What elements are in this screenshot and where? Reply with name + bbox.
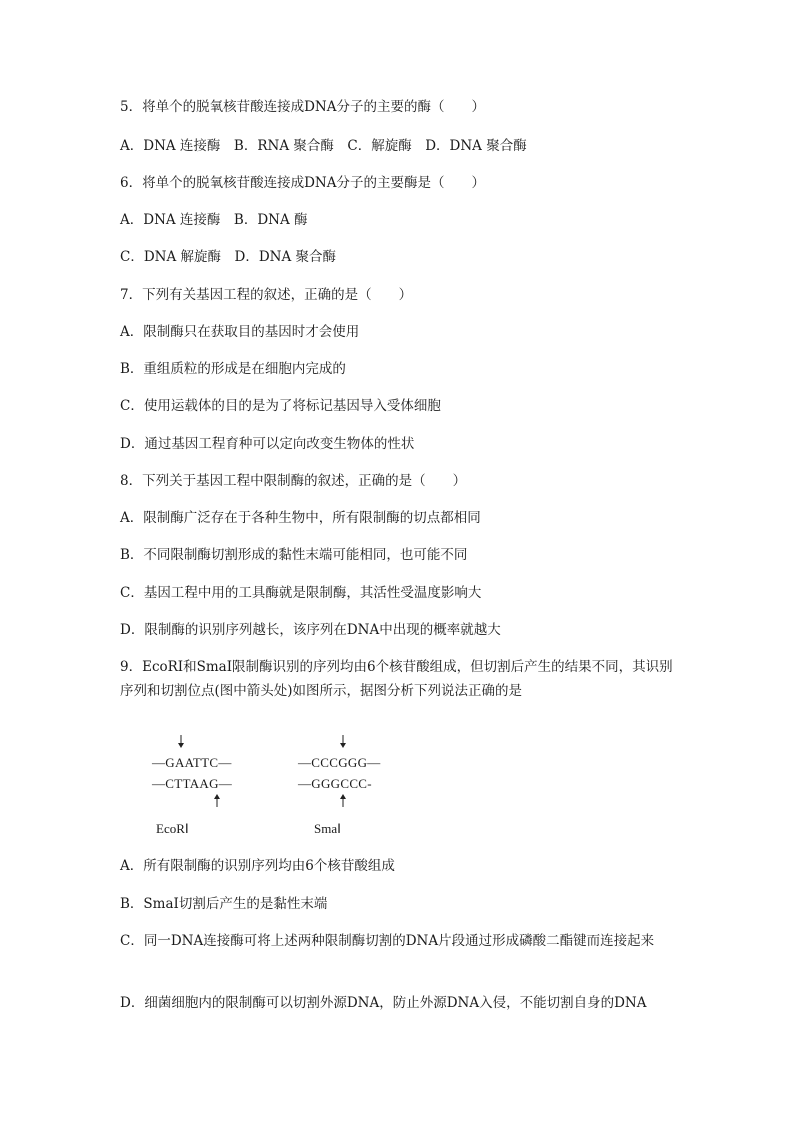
q5-stem: 5．将单个的脱氧核苷酸连接成DNA分子的主要的酶（ ） [120, 99, 485, 115]
ecori-label: EcoRⅠ [156, 821, 189, 836]
restriction-site-diagram [140, 733, 400, 843]
ecori-top-cut-arrow-icon [176, 735, 186, 749]
q9-stem: 9．EcoRⅠ和SmaⅠ限制酶识别的序列均由6个核苷酸组成，但切割后产生的结果不同，其识别序列和切割位点(图中箭头处)如图所示，据图分析下列说法正确的是 [120, 659, 673, 699]
q9-option-b: B．SmaⅠ切割后产生的是黏性末端 [120, 896, 328, 912]
q6-options-ab: A．DNA 连接酶 B．DNA 酶 [120, 212, 308, 228]
q8-stem: 8．下列关于基因工程中限制酶的叙述，正确的是（ ） [120, 473, 467, 489]
q9-option-a: A．所有限制酶的识别序列均由6个核苷酸组成 [120, 858, 395, 874]
q8-option-a: A．限制酶广泛存在于各种生物中，所有限制酶的切点都相同 [120, 510, 481, 526]
q7-stem: 7．下列有关基因工程的叙述，正确的是（ ） [120, 287, 413, 303]
q7-option-c: C．使用运载体的目的是为了将标记基因导入受体细胞 [120, 398, 441, 414]
smai-top-strand: —CCCGGG— [298, 755, 381, 770]
q8-option-c: C．基因工程中用的工具酶就是限制酶，其活性受温度影响大 [120, 585, 482, 601]
q7-option-d: D．通过基因工程育种可以定向改变生物体的性状 [120, 436, 415, 452]
q6-options-cd: C．DNA 解旋酶 D．DNA 聚合酶 [120, 249, 337, 265]
q8-option-d: D．限制酶的识别序列越长，该序列在DNA中出现的概率就越大 [120, 622, 501, 638]
q7-option-a: A．限制酶只在获取目的基因时才会使用 [120, 324, 360, 340]
ecori-top-strand: —GAATTC— [152, 755, 232, 770]
q5-options: A．DNA 连接酶 B．RNA 聚合酶 C．解旋酶 D．DNA 聚合酶 [120, 138, 527, 154]
ecori-bottom-cut-arrow-icon [212, 793, 222, 807]
q6-stem: 6．将单个的脱氧核苷酸连接成DNA分子的主要酶是（ ） [120, 175, 485, 191]
smai-bottom-cut-arrow-icon [338, 793, 348, 807]
ecori-bottom-strand: —CTTAAG— [152, 776, 233, 791]
smai-top-cut-arrow-icon [338, 735, 348, 749]
q8-option-b: B．不同限制酶切割形成的黏性末端可能相同，也可能不同 [120, 547, 468, 563]
q9-option-d: D．细菌细胞内的限制酶可以切割外源DNA，防止外源DNA入侵，不能切割自身的DNA [120, 995, 647, 1011]
smai-label: SmaⅠ [314, 821, 341, 836]
q7-option-b: B．重组质粒的形成是在细胞内完成的 [120, 361, 346, 377]
smai-bottom-strand: —GGGCCC- [298, 776, 372, 791]
q9-option-c: C．同一DNA连接酶可将上述两种限制酶切割的DNA片段通过形成磷酸二酯键而连接起来 [120, 933, 655, 949]
